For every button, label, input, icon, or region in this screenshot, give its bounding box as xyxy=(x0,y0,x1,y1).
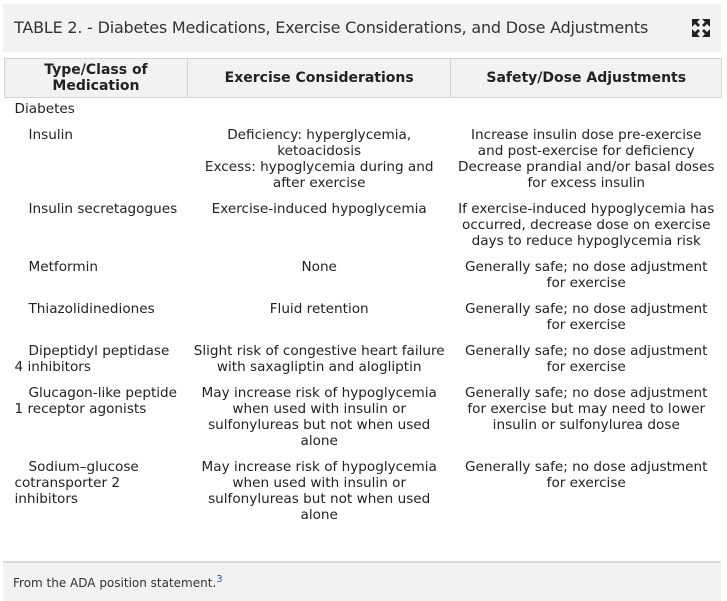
safety-dose-text: Generally safe; no dose adjustment for exercise xyxy=(465,343,708,375)
exercise-consideration-text: May increase risk of hypoglycemia when used with insulin or sulfonylureas but not when used alone xyxy=(201,385,437,449)
exercise-consideration-text: May increase risk of hypoglycemia when used with insulin or sulfonylureas but not when used alone xyxy=(201,459,437,523)
medication-type-cell: Insulin xyxy=(28,127,73,143)
safety-dose-text: Increase insulin dose pre-exercise and post-exercise for deficiency xyxy=(471,127,702,159)
column-header-type: Type/Class of Medication xyxy=(5,59,188,98)
footnote-text: From the ADA position statement. xyxy=(13,576,217,590)
safety-dose-text: Generally safe; no dose adjustment for exercise xyxy=(465,259,708,291)
table-row xyxy=(5,121,722,195)
exercise-considerations-cell xyxy=(187,295,451,337)
safety-dose-cell xyxy=(451,337,722,379)
table-row xyxy=(5,253,722,295)
footnote-reference-link[interactable]: 3 xyxy=(216,574,223,585)
medication-type-cell: Glucagon-like peptide 1 receptor agonists xyxy=(14,385,178,417)
exercise-considerations-cell xyxy=(187,121,451,195)
table-row xyxy=(5,295,722,337)
exercise-consideration-text: None xyxy=(301,259,337,275)
exercise-considerations-cell xyxy=(187,337,451,379)
expand-arrows-icon[interactable] xyxy=(691,18,711,38)
safety-dose-text: If exercise-induced hypoglycemia has occurred, decrease dose on exercise days to reduce hypoglycemia risk xyxy=(458,201,715,249)
table-title: TABLE 2. - Diabetes Medications, Exercise Considerations, and Dose Adjustments xyxy=(14,18,649,37)
safety-dose-text: Generally safe; no dose adjustment for exercise xyxy=(465,301,708,333)
group-label: Diabetes xyxy=(14,101,75,117)
safety-dose-cell xyxy=(451,379,722,453)
exercise-considerations-cell xyxy=(187,379,451,453)
medication-type-cell: Insulin secretagogues xyxy=(28,201,178,217)
exercise-considerations-cell xyxy=(187,253,451,295)
table-header-row xyxy=(5,59,722,98)
exercise-consideration-text: Exercise-induced hypoglycemia xyxy=(211,201,427,217)
medication-type-cell: Thiazolidinediones xyxy=(28,301,155,317)
table-row xyxy=(5,379,722,453)
exercise-consideration-text: Slight risk of congestive heart failure with saxagliptin and alogliptin xyxy=(193,343,445,375)
safety-dose-cell xyxy=(451,295,722,337)
medication-type-cell: Sodium–glucose cotransporter 2 inhibitors xyxy=(14,459,139,507)
exercise-consideration-text: Deficiency: hyperglycemia, ketoacidosis xyxy=(227,127,412,159)
safety-dose-cell xyxy=(451,121,722,195)
medication-type-cell: Dipeptidyl peptidase 4 inhibitors xyxy=(14,343,170,375)
exercise-consideration-text: Excess: hypoglycemia during and after exercise xyxy=(204,159,434,191)
medications-table xyxy=(4,58,722,527)
table-row xyxy=(5,453,722,527)
safety-dose-cell xyxy=(451,195,722,253)
exercise-considerations-cell xyxy=(187,195,451,253)
safety-dose-cell xyxy=(451,453,722,527)
table-row xyxy=(5,337,722,379)
footnote xyxy=(13,574,223,590)
exercise-consideration-text: Fluid retention xyxy=(269,301,369,317)
safety-dose-cell xyxy=(451,253,722,295)
safety-dose-text: Generally safe; no dose adjustment for exercise but may need to lower insulin or sulfonylurea dose xyxy=(465,385,708,433)
safety-dose-text: Generally safe; no dose adjustment for exercise xyxy=(465,459,708,491)
column-header-safety: Safety/Dose Adjustments xyxy=(451,59,722,98)
table-footer xyxy=(3,561,721,601)
table-row xyxy=(5,195,722,253)
safety-dose-text: Decrease prandial and/or basal doses for excess insulin xyxy=(458,159,715,191)
medication-type-cell: Metformin xyxy=(28,259,99,275)
column-header-exercise: Exercise Considerations xyxy=(187,59,451,98)
table-header-bar xyxy=(3,4,721,52)
group-row xyxy=(5,98,722,122)
exercise-considerations-cell xyxy=(187,453,451,527)
